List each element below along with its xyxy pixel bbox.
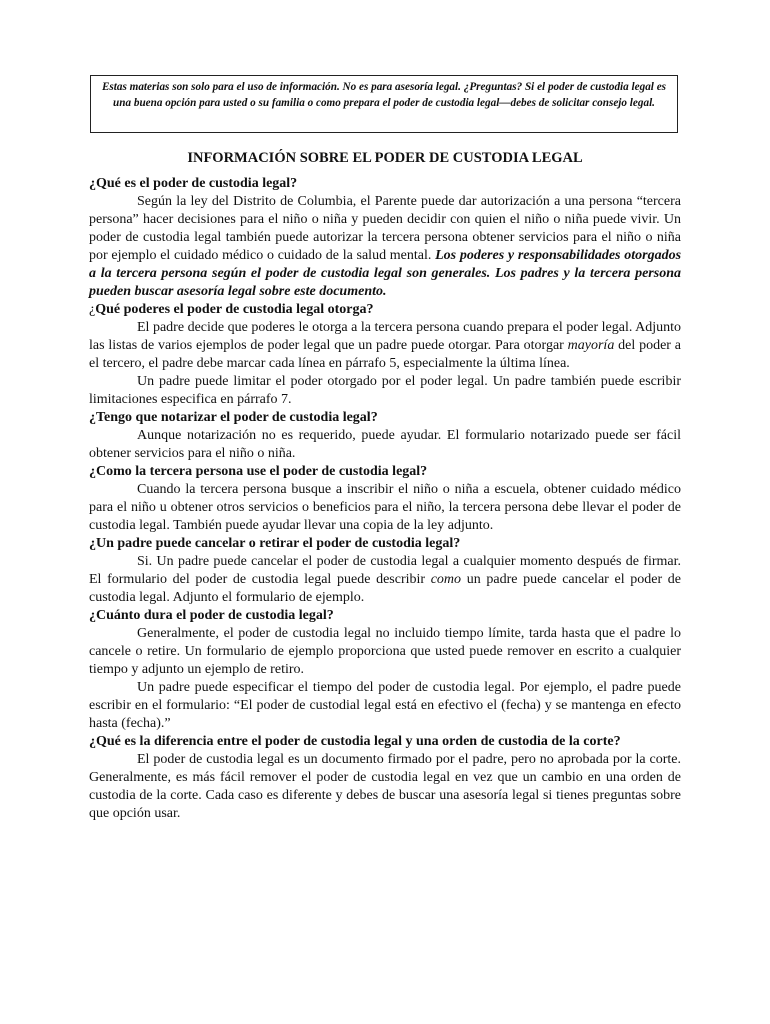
question-heading: ¿Un padre puede cancelar o retirar el poder de custodia legal?	[89, 536, 461, 551]
answer-paragraph: Cuando la tercera persona busque a inscribir el niño o niña a escuela, obtener cuidado médico para el niño u obtener otros servicios o beneficios para el niño, la tercera persona debe llevar el poder de custodia legal. También puede ayudar llevar una copia de la ley adjunto.	[89, 482, 681, 533]
answer-paragraph	[89, 553, 681, 607]
question-prefix: ¿	[89, 302, 96, 317]
answer-text: del poder a el tercero, el padre debe marcar cada línea en párrafo 5, especialmente la última línea.	[89, 338, 681, 371]
question-text: Qué poderes el poder de custodia legal otorga?	[95, 302, 374, 317]
answer-paragraph	[89, 319, 681, 373]
answer-text: un padre puede cancelar el poder de custodia legal. Adjunto el formulario de ejemplo.	[89, 572, 681, 605]
emphasis-text: Los poderes y responsabilidades otorgados a la tercera persona según el poder de custodia legal son generales. Los padres y la tercera persona pueden buscar asesoría legal sobre este documento.	[89, 248, 682, 299]
answer-paragraph: Aunque notarización no es requerido, puede ayudar. El formulario notarizado puede ser fácil obtener servicios para el niño o niña.	[89, 428, 681, 461]
answer-paragraph: Un padre puede especificar el tiempo del poder de custodia legal. Por ejemplo, el padre puede escribir en el formulario: “El poder de custodial legal está en efectivo el (fecha) y se mantenga en efecto hasta (fecha).”	[89, 680, 681, 731]
answer-text: Si. Un padre puede cancelar el poder de custodia legal a cualquier momento después de firmar. El formulario del poder de custodia legal puede describir	[89, 554, 681, 587]
answer-text: Según la ley del Distrito de Columbia, el Parente puede dar autorización a una persona “tercera persona” hacer decisiones para el niño o niña y pueden decidir con quien el niño o niña puede vivir. Un poder de custodia legal también puede autorizar la tercera persona obtener servicios para el niño o niña por ejemplo el cuidado médico o cuidado de la salud mental.	[89, 194, 681, 263]
italic-text: mayoría	[567, 338, 615, 353]
disclaimer-box: Estas materias son solo para el uso de información. No es para asesoría legal. ¿Preguntas? Si el poder de custodia legal es una buena opción para usted o su familia o como prepara el poder de custodia legal—debes de solicitar consejo legal.	[90, 75, 678, 133]
italic-text: como	[430, 572, 462, 587]
question-heading: ¿Qué es el poder de custodia legal?	[89, 176, 298, 191]
answer-paragraph	[89, 193, 681, 301]
answer-paragraph: Un padre puede limitar el poder otorgado por el poder legal. Un padre también puede escribir limitaciones especifica en párrafo 7.	[89, 374, 681, 407]
question-heading: ¿Qué es la diferencia entre el poder de custodia legal y una orden de custodia de la corte?	[89, 734, 621, 749]
question-heading: ¿Cuánto dura el poder de custodia legal?	[89, 608, 334, 623]
document-title: INFORMACIÓN SOBRE EL PODER DE CUSTODIA LEGAL	[187, 150, 583, 166]
question-heading: ¿Tengo que notarizar el poder de custodia legal?	[89, 410, 378, 425]
question-heading	[89, 301, 681, 319]
answer-paragraph: Generalmente, el poder de custodia legal no incluido tiempo límite, tarda hasta que el padre lo cancele o retire. Un formulario de ejemplo proporciona que usted puede remover en escrito a cualquier tiempo y adjunto un ejemplo de retiro.	[89, 626, 681, 677]
document-body	[89, 175, 681, 823]
answer-paragraph: El poder de custodia legal es un documento firmado por el padre, pero no aprobada por la corte. Generalmente, es más fácil remover el poder de custodia legal en vez que un cambio en una orden de custodia de la corte. Cada caso es diferente y debes de buscar una asesoría legal si tienes preguntas sobre que opción usar.	[89, 752, 681, 821]
question-heading: ¿Como la tercera persona use el poder de custodia legal?	[89, 464, 428, 479]
answer-text: El padre decide que poderes le otorga a la tercera persona cuando prepara el poder legal. Adjunto las listas de varios ejemplos de poder legal que un padre puede otorgar. Para otorgar	[89, 320, 681, 353]
